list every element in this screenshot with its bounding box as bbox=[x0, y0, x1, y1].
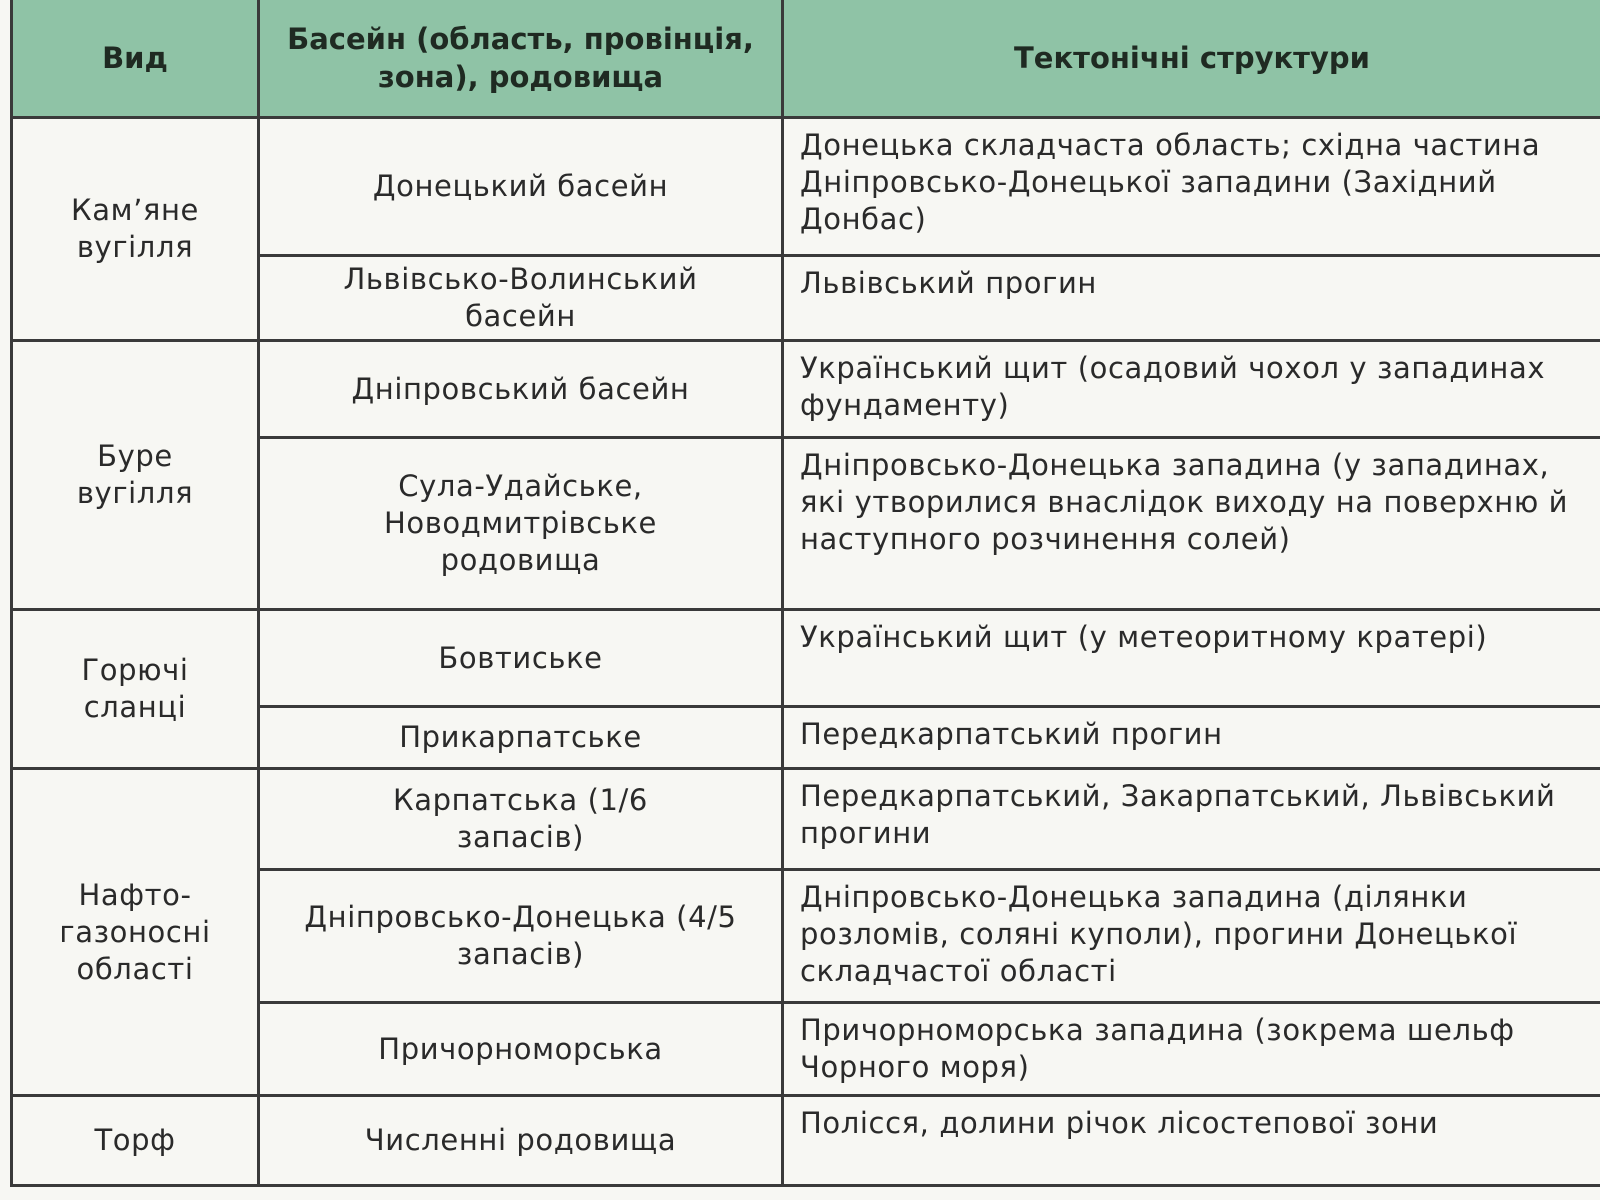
tectonics-cell: Передкарпатський, Закарпатський, Львівський прогини bbox=[783, 769, 1600, 870]
header-kind: Вид bbox=[12, 0, 259, 118]
basin-cell: Дніпровсько-Донецька (4/5 запасів) bbox=[259, 870, 783, 1003]
tectonics-cell: Донецька складчаста область; східна частина Дніпровсько-Донецької западини (Західний Донбас) bbox=[783, 118, 1600, 256]
tectonics-cell: Передкарпатський прогин bbox=[783, 707, 1600, 769]
table-row bbox=[12, 769, 1600, 870]
table-row bbox=[12, 341, 1600, 438]
table-row bbox=[12, 1096, 1600, 1186]
tectonics-cell: Львівський прогин bbox=[783, 256, 1600, 341]
header-basin: Басейн (область, провінція, зона), родовища bbox=[259, 0, 783, 118]
table-row bbox=[12, 118, 1600, 256]
basin-cell: Прикарпатське bbox=[259, 707, 783, 769]
basin-cell: Карпатська (1/6 запасів) bbox=[259, 769, 783, 870]
basin-cell: Дніпровський басейн bbox=[259, 341, 783, 438]
tectonics-cell: Дніпровсько-Донецька западина (у западинах, які утворилися внаслідок виходу на поверхню й наступного розчинення солей) bbox=[783, 438, 1600, 610]
tectonics-cell: Причорноморська западина (зокрема шельф Чорного моря) bbox=[783, 1003, 1600, 1096]
basin-cell: Численні родовища bbox=[259, 1096, 783, 1186]
tectonics-cell: Український щит (у метеоритному кратері) bbox=[783, 610, 1600, 707]
minerals-table bbox=[10, 0, 1600, 1187]
basin-cell: Бовтиське bbox=[259, 610, 783, 707]
basin-cell: Сула-Удайське, Новодмитрівське родовища bbox=[259, 438, 783, 610]
header-row bbox=[12, 0, 1600, 118]
kind-cell-hard-coal: Кам’яне вугілля bbox=[12, 118, 259, 341]
basin-cell: Донецький басейн bbox=[259, 118, 783, 256]
header-tectonics: Тектонічні структури bbox=[783, 0, 1600, 118]
tectonics-cell: Дніпровсько-Донецька западина (ділянки розломів, соляні куполи), прогини Донецької складчастої області bbox=[783, 870, 1600, 1003]
tectonics-cell: Український щит (осадовий чохол у западинах фундаменту) bbox=[783, 341, 1600, 438]
kind-cell-oil-shale: Горючі сланці bbox=[12, 610, 259, 769]
basin-cell: Львівсько-Волинський басейн bbox=[259, 256, 783, 341]
basin-cell: Причорноморська bbox=[259, 1003, 783, 1096]
table-row bbox=[12, 610, 1600, 707]
kind-cell-peat: Торф bbox=[12, 1096, 259, 1186]
kind-cell-oil-gas: Нафто-газоносні області bbox=[12, 769, 259, 1096]
tectonics-cell: Полісся, долини річок лісостепової зони bbox=[783, 1096, 1600, 1186]
kind-cell-brown-coal: Буре вугілля bbox=[12, 341, 259, 610]
